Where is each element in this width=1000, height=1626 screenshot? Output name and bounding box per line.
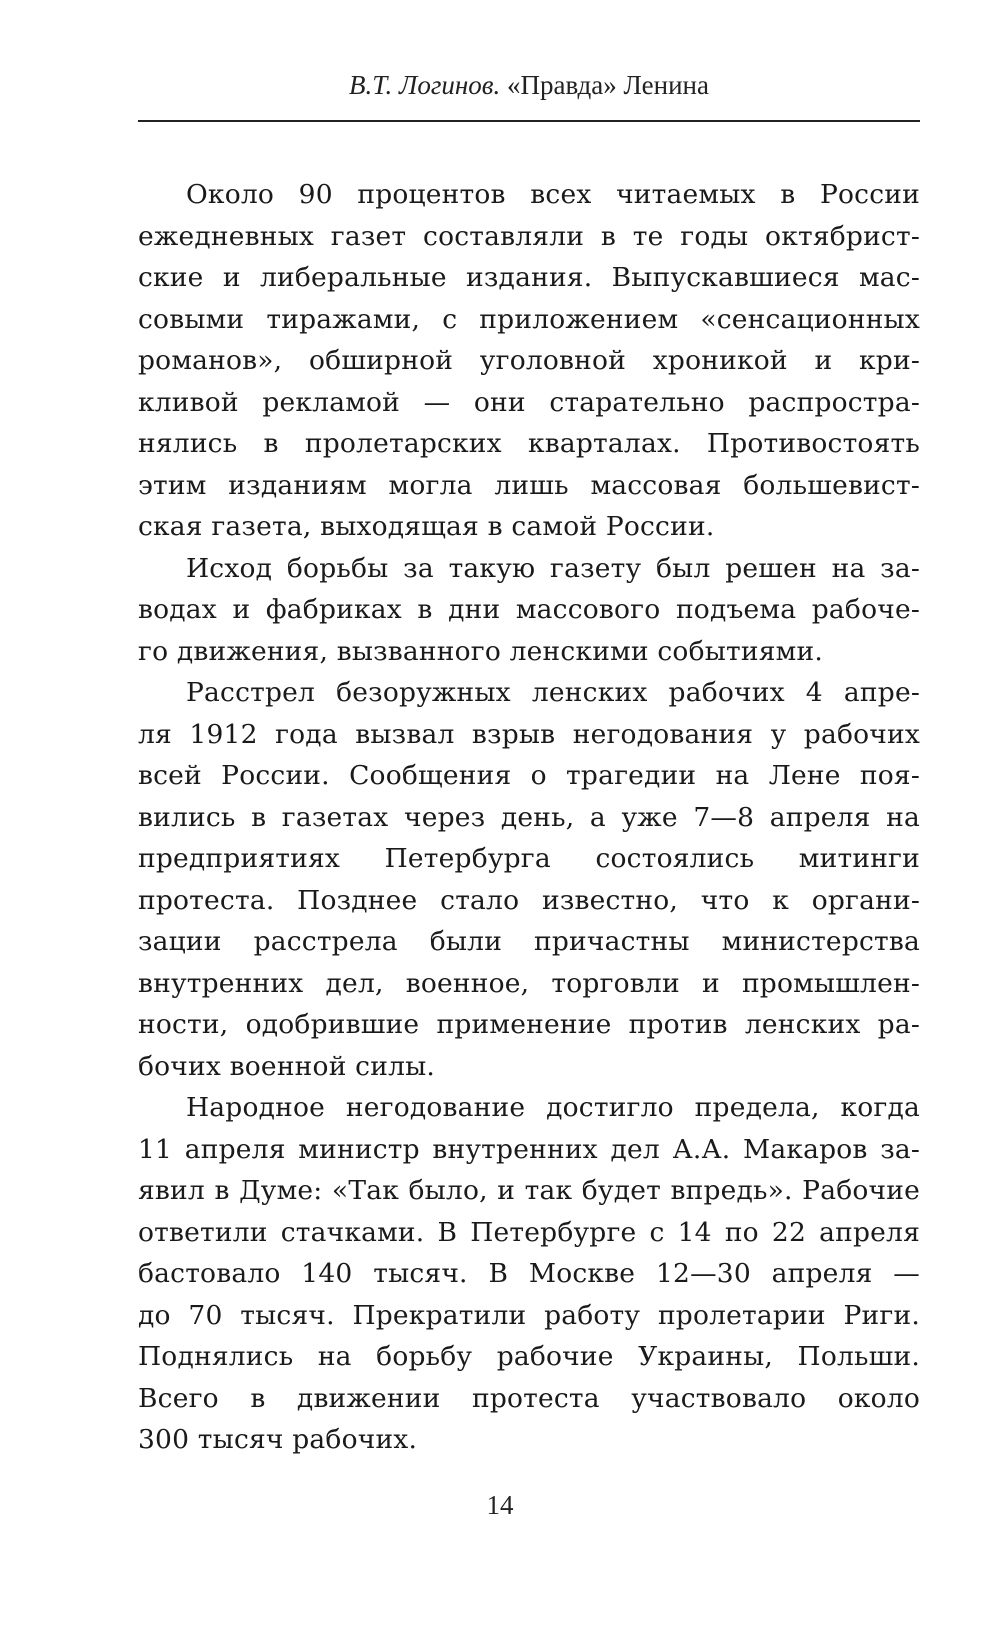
- text-line: протеста. Позднее стало известно, что к органи-: [138, 884, 920, 916]
- text-line: Около 90 процентов всех читаемых в России: [186, 179, 920, 210]
- text-line: кливой рекламой — они старательно распростра-: [138, 386, 920, 418]
- body-text: [138, 174, 920, 1461]
- text-line: Исход борьбы за такую газету был решен на за-: [186, 552, 920, 584]
- text-line: ля 1912 года вызвал взрыв негодования у рабочих: [138, 718, 920, 750]
- text-line: Всего в движении протеста участвовало около: [138, 1382, 920, 1414]
- text-line: ответили стачками. В Петербурге с 14 по 22 апреля: [138, 1216, 920, 1248]
- header-rule: [138, 120, 920, 122]
- text-line: нялись в пролетарских кварталах. Противостоять: [138, 428, 920, 459]
- page-number: 14: [486, 1490, 514, 1520]
- paragraph: [138, 548, 920, 673]
- text-line: Расстрел безоружных ленских рабочих 4 апре-: [186, 677, 920, 708]
- text-line: всей России. Сообщения о трагедии на Лене поя-: [138, 760, 920, 791]
- running-head-title: «Правда» Ленина: [507, 70, 709, 100]
- text-line: бастовало 140 тысяч. В Москве 12—30 апреля —: [138, 1258, 920, 1289]
- text-line: Поднялись на борьбу рабочие Украины, Польши.: [138, 1341, 920, 1372]
- text-line: вились в газетах через день, а уже 7—8 апреля на: [138, 801, 920, 833]
- running-head-author: В.Т. Логинов.: [349, 70, 501, 100]
- text-line: Народное негодование достигло предела, когда: [186, 1092, 920, 1123]
- text-line: бочих военной силы.: [138, 1050, 436, 1082]
- text-line: этим изданиям могла лишь массовая большевист-: [138, 469, 920, 501]
- text-line: совыми тиражами, с приложением «сенсационных: [138, 303, 920, 335]
- paragraph: [138, 174, 920, 548]
- text-line: ности, одобрившие применение против ленских ра-: [138, 1009, 920, 1040]
- text-line: го движения, вызванного ленскими событиями.: [138, 635, 823, 667]
- paragraph: [138, 1087, 920, 1461]
- text-line: романов», обширной уголовной хроникой и кри-: [138, 345, 920, 376]
- text-line: 300 тысяч рабочих.: [138, 1424, 418, 1455]
- text-line: до 70 тысяч. Прекратили работу пролетарии Риги.: [138, 1299, 920, 1331]
- text-line: ежедневных газет составляли в те годы октябрист-: [138, 220, 920, 252]
- paragraph: [138, 672, 920, 1087]
- text-line: внутренних дел, военное, торговли и промышлен-: [138, 967, 920, 999]
- text-line: ская газета, выходящая в самой России.: [138, 511, 715, 542]
- text-line: зации расстрела были причастны министерства: [138, 926, 920, 957]
- text-line: 11 апреля министр внутренних дел А.А. Макаров за-: [138, 1133, 920, 1165]
- text-line: предприятиях Петербурга состоялись митинги: [138, 843, 920, 874]
- text-line: водах и фабриках в дни массового подъема рабоче-: [138, 594, 920, 625]
- text-line: явил в Думе: «Так было, и так будет впредь». Рабочие: [138, 1175, 920, 1206]
- text-line: ские и либеральные издания. Выпускавшиеся мас-: [138, 262, 920, 293]
- running-head: [138, 68, 920, 102]
